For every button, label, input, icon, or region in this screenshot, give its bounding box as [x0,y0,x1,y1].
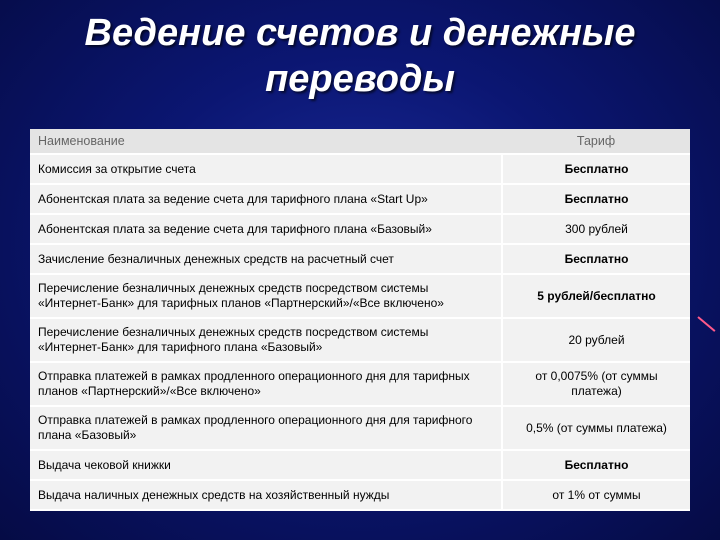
row-name: Отправка платежей в рамках продленного операционного дня для тарифного плана «Базовый» [30,406,502,450]
row-tariff: 300 рублей [502,214,690,244]
decorative-line [697,316,715,332]
tariff-table [30,129,690,511]
slide-title-line-2: переводы [265,58,455,100]
slide-title [0,10,720,102]
row-name: Абонентская плата за ведение счета для тарифного плана «Базовый» [30,214,502,244]
row-tariff: Бесплатно [502,244,690,274]
table-header-row [30,129,690,154]
table-row [30,154,690,184]
table-row [30,214,690,244]
table-row [30,184,690,214]
table-row [30,274,690,318]
header-name: Наименование [30,129,502,154]
row-tariff: 20 рублей [502,318,690,362]
table-row [30,244,690,274]
row-tariff: Бесплатно [502,450,690,480]
slide-title-line-1: Ведение счетов и денежные [84,12,636,54]
row-name: Абонентская плата за ведение счета для тарифного плана «Start Up» [30,184,502,214]
row-name: Комиссия за открытие счета [30,154,502,184]
row-name: Отправка платежей в рамках продленного операционного дня для тарифных планов «Партнерский»/«Все включено» [30,362,502,406]
header-tariff: Тариф [502,129,690,154]
table-row [30,450,690,480]
row-tariff: Бесплатно [502,154,690,184]
row-name: Перечисление безналичных денежных средств посредством системы «Интернет-Банк» для тарифного плана «Базовый» [30,318,502,362]
row-tariff: от 0,0075% (от суммы платежа) [502,362,690,406]
row-tariff: 5 рублей/бесплатно [502,274,690,318]
table-row [30,406,690,450]
row-name: Выдача наличных денежных средств на хозяйственный нужды [30,480,502,510]
table-row [30,480,690,510]
table-row [30,362,690,406]
row-tariff: Бесплатно [502,184,690,214]
row-name: Выдача чековой книжки [30,450,502,480]
row-name: Зачисление безналичных денежных средств на расчетный счет [30,244,502,274]
row-name: Перечисление безналичных денежных средств посредством системы «Интернет-Банк» для тарифных планов «Партнерский»/«Все включено» [30,274,502,318]
table-row [30,318,690,362]
row-tariff: от 1% от суммы [502,480,690,510]
tariff-table-container [30,129,690,500]
row-tariff: 0,5% (от суммы платежа) [502,406,690,450]
